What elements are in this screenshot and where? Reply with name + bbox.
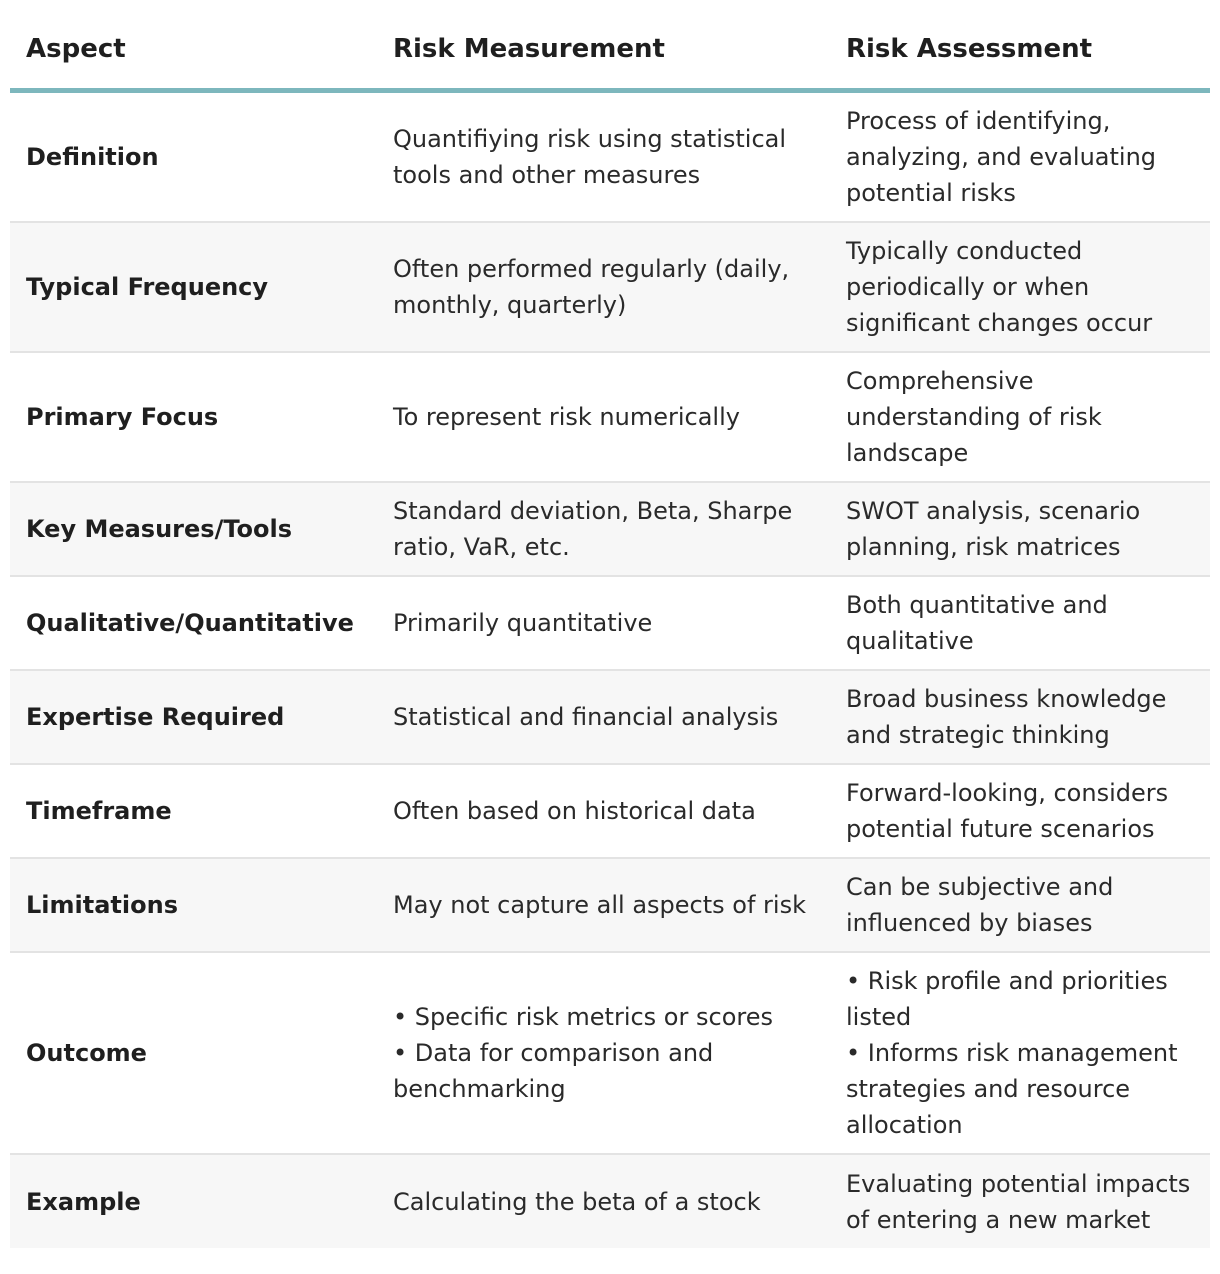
table-row (10, 764, 1210, 858)
aspect-cell: Typical Frequency (10, 222, 377, 352)
header-risk-measurement: Risk Measurement (377, 26, 830, 91)
measurement-cell: Often based on historical data (377, 764, 830, 858)
list-item: • Risk profile and priorities listed (846, 967, 1168, 1031)
aspect-cell: Timeframe (10, 764, 377, 858)
table-row (10, 576, 1210, 670)
aspect-cell: Definition (10, 91, 377, 223)
table-body (10, 91, 1210, 1249)
measurement-cell: Often performed regularly (daily, monthly, quarterly) (377, 222, 830, 352)
aspect-cell: Qualitative/Quantitative (10, 576, 377, 670)
assessment-cell: SWOT analysis, scenario planning, risk matrices (830, 482, 1210, 576)
aspect-cell: Key Measures/Tools (10, 482, 377, 576)
aspect-cell: Outcome (10, 952, 377, 1154)
assessment-cell: Broad business knowledge and strategic thinking (830, 670, 1210, 764)
measurement-cell: Quantifiying risk using statistical tools and other measures (377, 91, 830, 223)
table-row (10, 670, 1210, 764)
measurement-cell: May not capture all aspects of risk (377, 858, 830, 952)
assessment-cell: Comprehensive understanding of risk landscape (830, 352, 1210, 482)
header-risk-assessment: Risk Assessment (830, 26, 1210, 91)
measurement-cell: Statistical and financial analysis (377, 670, 830, 764)
header-row (10, 26, 1210, 91)
list-item: • Data for comparison and benchmarking (393, 1039, 714, 1103)
assessment-cell (830, 952, 1210, 1154)
measurement-cell: Calculating the beta of a stock (377, 1154, 830, 1248)
measurement-cell: Standard deviation, Beta, Sharpe ratio, VaR, etc. (377, 482, 830, 576)
table-header (10, 26, 1210, 91)
table-row (10, 1154, 1210, 1248)
assessment-cell: Evaluating potential impacts of entering a new market (830, 1154, 1210, 1248)
aspect-cell: Example (10, 1154, 377, 1248)
measurement-cell: To represent risk numerically (377, 352, 830, 482)
assessment-cell: Process of identifying, analyzing, and evaluating potential risks (830, 91, 1210, 223)
comparison-table (10, 26, 1210, 1248)
aspect-cell: Primary Focus (10, 352, 377, 482)
table-row (10, 858, 1210, 952)
measurement-cell (377, 952, 830, 1154)
list-item: • Informs risk management strategies and resource allocation (846, 1039, 1178, 1139)
list-item: • Specific risk metrics or scores (393, 1003, 773, 1031)
assessment-cell: Typically conducted periodically or when significant changes occur (830, 222, 1210, 352)
table-row (10, 952, 1210, 1154)
table-row (10, 222, 1210, 352)
table-row (10, 352, 1210, 482)
aspect-cell: Limitations (10, 858, 377, 952)
assessment-cell: Both quantitative and qualitative (830, 576, 1210, 670)
measurement-cell: Primarily quantitative (377, 576, 830, 670)
table-row (10, 91, 1210, 223)
assessment-cell: Can be subjective and influenced by biases (830, 858, 1210, 952)
header-aspect: Aspect (10, 26, 377, 91)
assessment-cell: Forward-looking, considers potential future scenarios (830, 764, 1210, 858)
aspect-cell: Expertise Required (10, 670, 377, 764)
table-row (10, 482, 1210, 576)
